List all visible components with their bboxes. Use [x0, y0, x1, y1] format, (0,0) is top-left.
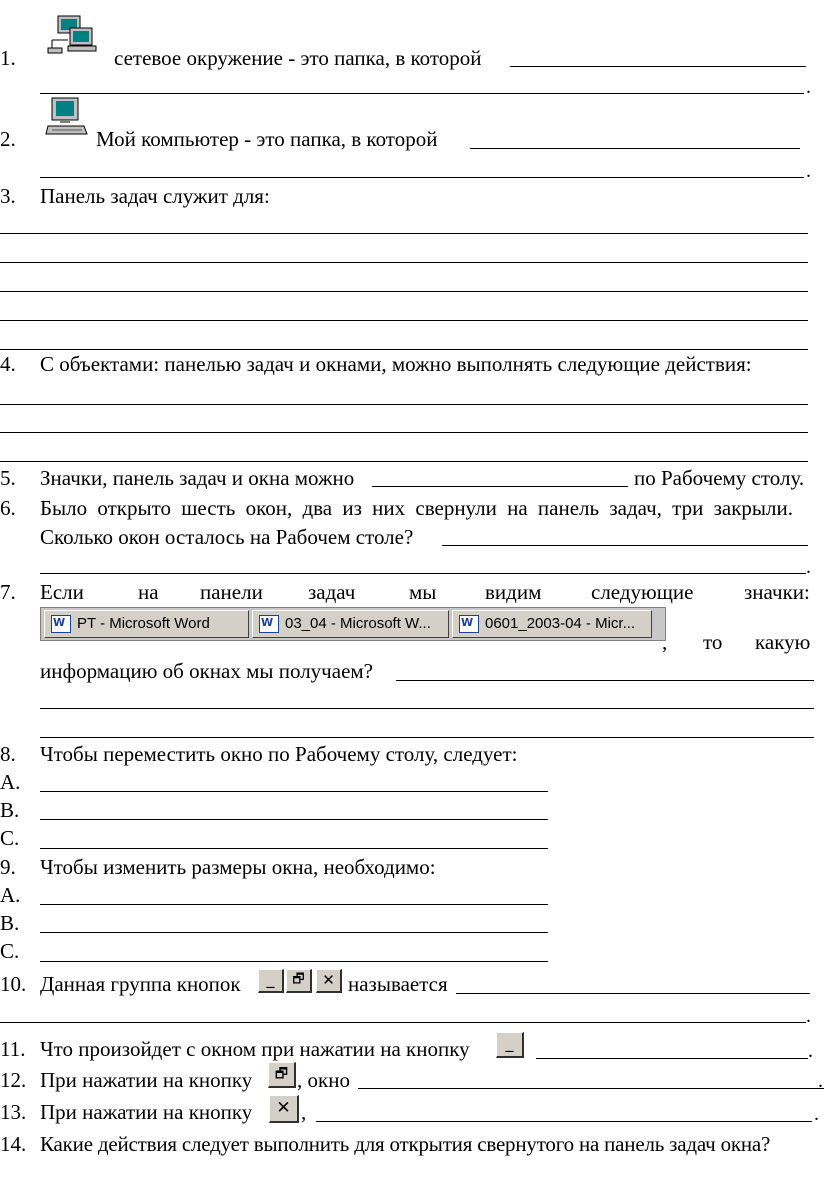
item-3-text: Панель задач служит для:	[40, 184, 270, 208]
item-4-answer-line[interactable]	[0, 432, 808, 433]
item-10-text: Данная группа кнопок	[40, 972, 241, 996]
word-document-icon	[259, 615, 279, 633]
option-label: A.	[0, 883, 21, 907]
item-11-number: 11.	[0, 1037, 26, 1061]
item-7-word: задач	[308, 580, 356, 604]
item-7-word: мы	[409, 580, 437, 604]
close-icon: ✕	[316, 969, 342, 993]
item-3-answer-line[interactable]	[0, 320, 808, 321]
item-6-answer-line[interactable]	[442, 545, 808, 546]
taskbar-button-label: 0601_2003-04 - Micr...	[485, 615, 636, 632]
item-12-number: 12.	[0, 1068, 27, 1092]
my-computer-icon	[46, 96, 88, 138]
item-3-answer-line[interactable]	[0, 349, 808, 350]
network-neighborhood-icon	[48, 14, 96, 54]
word-document-icon	[51, 615, 71, 633]
item-13-text-after: ,	[301, 1100, 307, 1124]
item-7-word: на	[138, 580, 159, 604]
option-label: B.	[0, 911, 20, 935]
item-7-comma: ,	[662, 630, 668, 654]
item-1-period: .	[806, 76, 811, 98]
restore-icon: 🗗	[286, 969, 312, 993]
item-7-word: какую	[755, 630, 811, 654]
option-answer-line[interactable]	[40, 932, 548, 933]
taskbar-button[interactable]	[252, 610, 449, 638]
option-answer-line[interactable]	[40, 848, 548, 849]
item-10-number: 10.	[0, 972, 27, 996]
item-1-text: сетевое окружение - это папка, в которой	[114, 46, 482, 70]
item-2-period: .	[806, 160, 811, 182]
item-1-answer-line[interactable]	[510, 66, 806, 67]
item-9-text: Чтобы изменить размеры окна, необходимо:	[40, 855, 436, 879]
taskbar-button-label: 03_04 - Microsoft W...	[285, 615, 431, 632]
item-7-word: то	[703, 630, 723, 654]
item-7-word: следующие	[591, 580, 694, 604]
taskbar-button[interactable]	[44, 610, 249, 638]
close-icon: ✕	[269, 1095, 299, 1123]
item-13-answer-line[interactable]	[316, 1121, 812, 1122]
item-7-answer-line[interactable]	[396, 680, 814, 681]
item-5-answer-line[interactable]	[372, 486, 628, 487]
item-3-number: 3.	[0, 184, 16, 208]
option-label: C.	[0, 826, 20, 850]
minimize-icon: _	[258, 969, 284, 993]
item-2-number: 2.	[0, 127, 16, 151]
option-label: C.	[0, 939, 20, 963]
item-3-answer-line[interactable]	[0, 233, 808, 234]
restore-icon: 🗗	[268, 1062, 296, 1088]
item-8-text: Чтобы переместить окно по Рабочему столу, следует:	[40, 742, 518, 766]
item-12-text-after: , окно	[297, 1068, 350, 1092]
item-8-number: 8.	[0, 742, 16, 766]
item-13-text: При нажатии на кнопку	[40, 1100, 253, 1124]
item-7-text-line-2: информацию об окнах мы получаем?	[40, 659, 373, 683]
option-answer-line[interactable]	[40, 791, 548, 792]
item-7-word: значки:	[744, 580, 810, 604]
taskbar-button[interactable]	[452, 610, 652, 638]
item-6-answer-line-2[interactable]	[40, 573, 806, 574]
item-6-period: .	[806, 556, 811, 578]
item-5-number: 5.	[0, 466, 16, 490]
item-12-period: .	[818, 1070, 823, 1092]
item-14-number: 14.	[0, 1132, 27, 1156]
item-4-answer-line[interactable]	[0, 404, 808, 405]
option-answer-line[interactable]	[40, 961, 548, 962]
option-answer-line[interactable]	[40, 819, 548, 820]
item-13-period: .	[814, 1103, 819, 1125]
option-label: A.	[0, 770, 21, 794]
item-11-answer-line[interactable]	[536, 1058, 808, 1059]
item-9-number: 9.	[0, 855, 16, 879]
item-3-answer-line[interactable]	[0, 291, 808, 292]
option-label: B.	[0, 798, 20, 822]
item-10-text-after: называется	[348, 972, 448, 996]
item-10-answer-line-2[interactable]	[0, 1022, 806, 1023]
item-11-period: .	[808, 1040, 813, 1062]
item-2-text: Мой компьютер - это папка, в которой	[96, 127, 438, 151]
item-7-number: 7.	[0, 580, 16, 604]
item-2-answer-line-2[interactable]	[40, 177, 804, 178]
item-7-word: панели	[200, 580, 263, 604]
item-5-text-after: по Рабочему столу.	[634, 466, 805, 490]
item-4-answer-line[interactable]	[0, 461, 808, 462]
item-3-answer-line[interactable]	[0, 262, 808, 263]
item-1-answer-line-2[interactable]	[40, 93, 804, 94]
item-14-text: Какие действия следует выполнить для открытия свернутого на панель задач окна?	[40, 1132, 771, 1156]
item-7-answer-line[interactable]	[40, 737, 814, 738]
taskbar-button-label: PT - Microsoft Word	[77, 615, 210, 632]
item-6-number: 6.	[0, 496, 16, 520]
item-5-text: Значки, панель задач и окна можно	[40, 466, 355, 490]
item-4-number: 4.	[0, 352, 16, 376]
item-10-answer-line[interactable]	[456, 993, 810, 994]
item-11-text: Что произойдет с окном при нажатии на кнопку	[40, 1037, 470, 1061]
item-12-text: При нажатии на кнопку	[40, 1068, 253, 1092]
item-7-word: видим	[485, 580, 542, 604]
item-12-answer-line[interactable]	[358, 1088, 824, 1089]
taskbar-image	[40, 607, 666, 641]
minimize-icon: _	[496, 1032, 524, 1058]
item-6-text-line-2: Сколько окон осталось на Рабочем столе?	[40, 525, 414, 549]
item-7-answer-line[interactable]	[40, 708, 814, 709]
item-2-answer-line[interactable]	[470, 148, 800, 149]
item-7-word: Если	[40, 580, 84, 604]
item-10-period: .	[806, 1005, 811, 1027]
word-document-icon	[459, 615, 479, 633]
item-1-number: 1.	[0, 46, 16, 70]
item-4-text: С объектами: панелью задач и окнами, можно выполнять следующие действия:	[40, 352, 752, 376]
item-13-number: 13.	[0, 1100, 27, 1124]
item-6-text-line-1: Было открыто шесть окон, два из них свернули на панель задач, три закрыли.	[40, 496, 793, 520]
option-answer-line[interactable]	[40, 904, 548, 905]
